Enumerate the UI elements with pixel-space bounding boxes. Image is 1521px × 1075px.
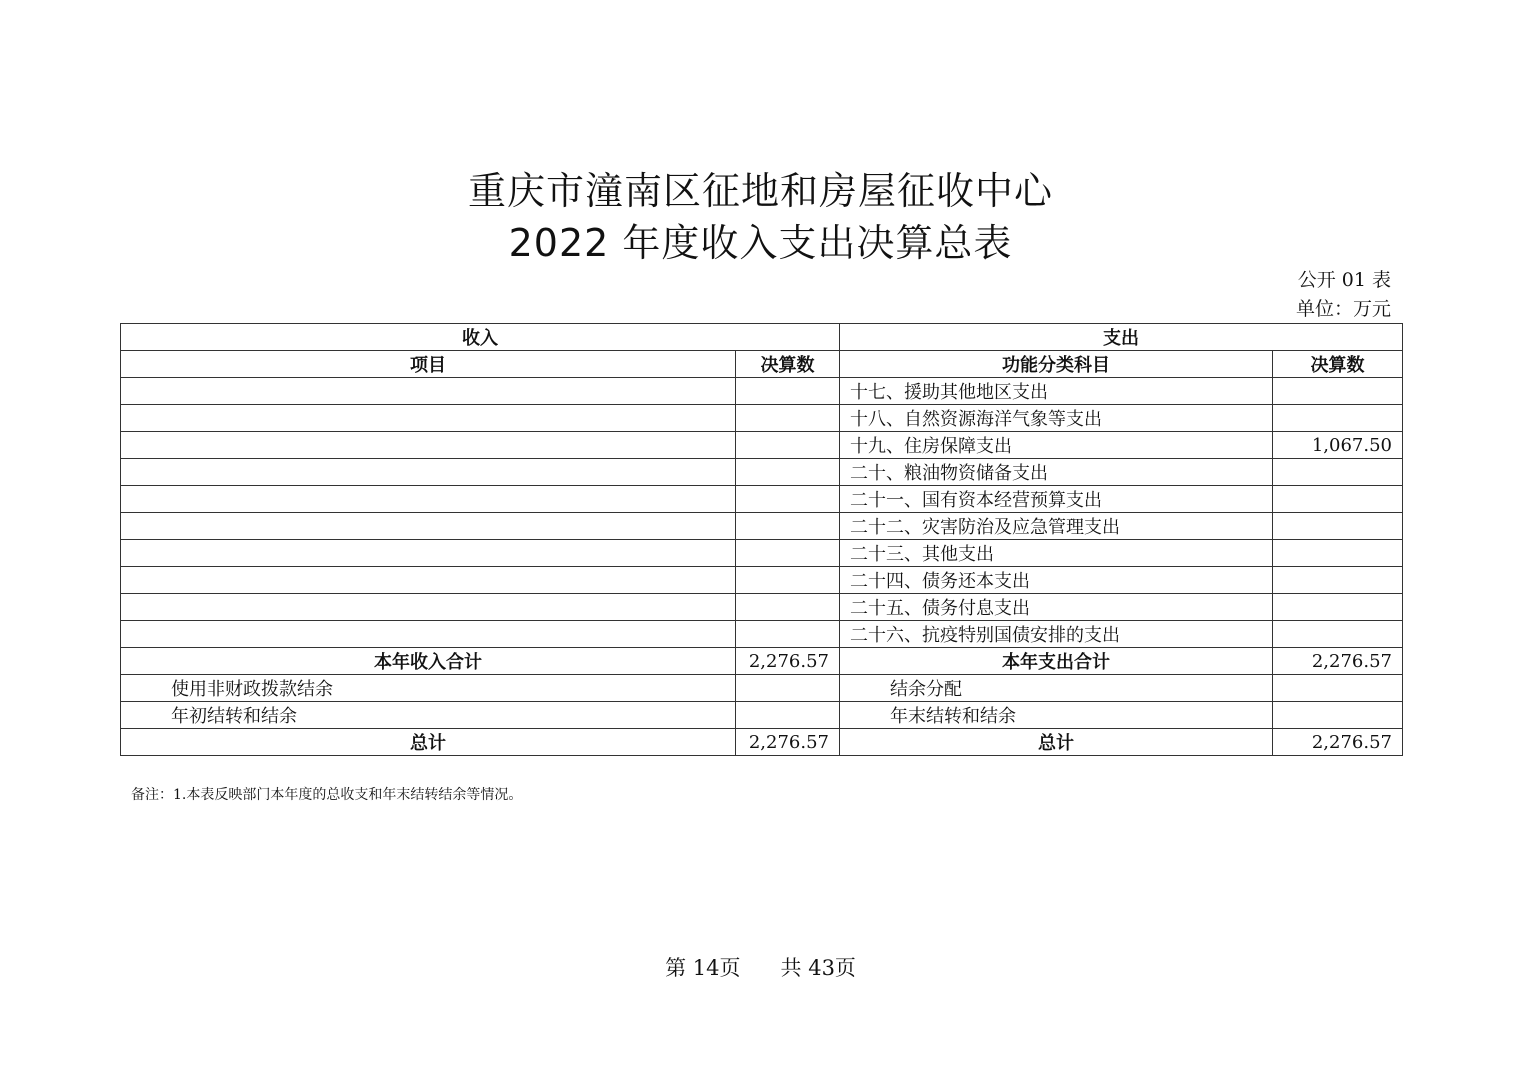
table-row xyxy=(121,432,1403,459)
table-row xyxy=(121,621,1403,648)
income-amount xyxy=(736,675,840,702)
table-note: 备注：1.本表反映部门本年度的总收支和年末结转结余等情况。 xyxy=(131,787,523,803)
expense-amount xyxy=(1273,378,1403,405)
income-amount xyxy=(736,405,840,432)
page-number: 第 14页 xyxy=(665,956,741,980)
income-item: 使用非财政拨款结余 xyxy=(121,675,736,702)
income-item xyxy=(121,513,736,540)
expense-total-label: 总计 xyxy=(840,729,1273,756)
expense-item-header: 功能分类科目 xyxy=(840,351,1273,378)
table-row xyxy=(121,486,1403,513)
table-row xyxy=(121,540,1403,567)
page-footer xyxy=(0,954,1521,982)
income-item xyxy=(121,378,736,405)
expense-amount xyxy=(1273,675,1403,702)
expense-item: 二十三、其他支出 xyxy=(840,540,1273,567)
expense-item: 二十二、灾害防治及应急管理支出 xyxy=(840,513,1273,540)
document-title-line1: 重庆市潼南区征地和房屋征收中心 xyxy=(467,169,1053,213)
expense-item: 二十四、债务还本支出 xyxy=(840,567,1273,594)
expense-item: 二十一、国有资本经营预算支出 xyxy=(840,486,1273,513)
expense-amount xyxy=(1273,486,1403,513)
table-row xyxy=(121,675,1403,702)
expense-amount xyxy=(1273,405,1403,432)
expense-amount xyxy=(1273,567,1403,594)
expense-item: 二十六、抗疫特别国债安排的支出 xyxy=(840,621,1273,648)
expense-item: 二十五、债务付息支出 xyxy=(840,594,1273,621)
expense-amount xyxy=(1273,594,1403,621)
expense-amount xyxy=(1273,702,1403,729)
table-row xyxy=(121,594,1403,621)
income-total-amount: 2,276.57 xyxy=(736,729,840,756)
expense-amount: 1,067.50 xyxy=(1273,432,1403,459)
income-item xyxy=(121,405,736,432)
income-amount xyxy=(736,513,840,540)
expense-amount xyxy=(1273,513,1403,540)
expense-item: 二十、粮油物资储备支出 xyxy=(840,459,1273,486)
income-subtotal-amount: 2,276.57 xyxy=(736,648,840,675)
income-total-label: 总计 xyxy=(121,729,736,756)
table-row xyxy=(121,459,1403,486)
table-row xyxy=(121,702,1403,729)
income-item xyxy=(121,432,736,459)
table-row xyxy=(121,378,1403,405)
income-item xyxy=(121,567,736,594)
expense-item: 十九、住房保障支出 xyxy=(840,432,1273,459)
income-item xyxy=(121,594,736,621)
expense-item: 十八、自然资源海洋气象等支出 xyxy=(840,405,1273,432)
expense-total-amount: 2,276.57 xyxy=(1273,729,1403,756)
income-amount xyxy=(736,540,840,567)
income-amount xyxy=(736,459,840,486)
expense-amount xyxy=(1273,621,1403,648)
income-expense-table xyxy=(120,323,1403,756)
expense-header: 支出 xyxy=(840,324,1403,351)
income-amount xyxy=(736,486,840,513)
income-amount xyxy=(736,594,840,621)
income-amount xyxy=(736,378,840,405)
income-item: 年初结转和结余 xyxy=(121,702,736,729)
income-header: 收入 xyxy=(121,324,840,351)
table-row xyxy=(121,405,1403,432)
document-title-line2: 2022 年度收入支出决算总表 xyxy=(508,221,1013,265)
expense-subtotal-label: 本年支出合计 xyxy=(840,648,1273,675)
subtotal-row xyxy=(121,648,1403,675)
income-item xyxy=(121,621,736,648)
expense-item: 结余分配 xyxy=(840,675,1273,702)
income-amount xyxy=(736,567,840,594)
expense-amount xyxy=(1273,540,1403,567)
income-item xyxy=(121,486,736,513)
income-amount xyxy=(736,621,840,648)
income-amount-header: 决算数 xyxy=(736,351,840,378)
expense-amount xyxy=(1273,459,1403,486)
table-header-row xyxy=(121,324,1403,351)
expense-amount-header: 决算数 xyxy=(1273,351,1403,378)
table-code: 公开 01 表 xyxy=(1297,269,1391,291)
table-row xyxy=(121,513,1403,540)
total-row xyxy=(121,729,1403,756)
income-subtotal-label: 本年收入合计 xyxy=(121,648,736,675)
income-item-header: 项目 xyxy=(121,351,736,378)
expense-item: 十七、援助其他地区支出 xyxy=(840,378,1273,405)
income-item xyxy=(121,459,736,486)
income-item xyxy=(121,540,736,567)
income-amount xyxy=(736,432,840,459)
page-total: 共 43页 xyxy=(780,956,856,980)
expense-item: 年末结转和结余 xyxy=(840,702,1273,729)
table-row xyxy=(121,567,1403,594)
table-subheader-row xyxy=(121,351,1403,378)
expense-subtotal-amount: 2,276.57 xyxy=(1273,648,1403,675)
unit-label: 单位：万元 xyxy=(1295,298,1391,320)
income-amount xyxy=(736,702,840,729)
